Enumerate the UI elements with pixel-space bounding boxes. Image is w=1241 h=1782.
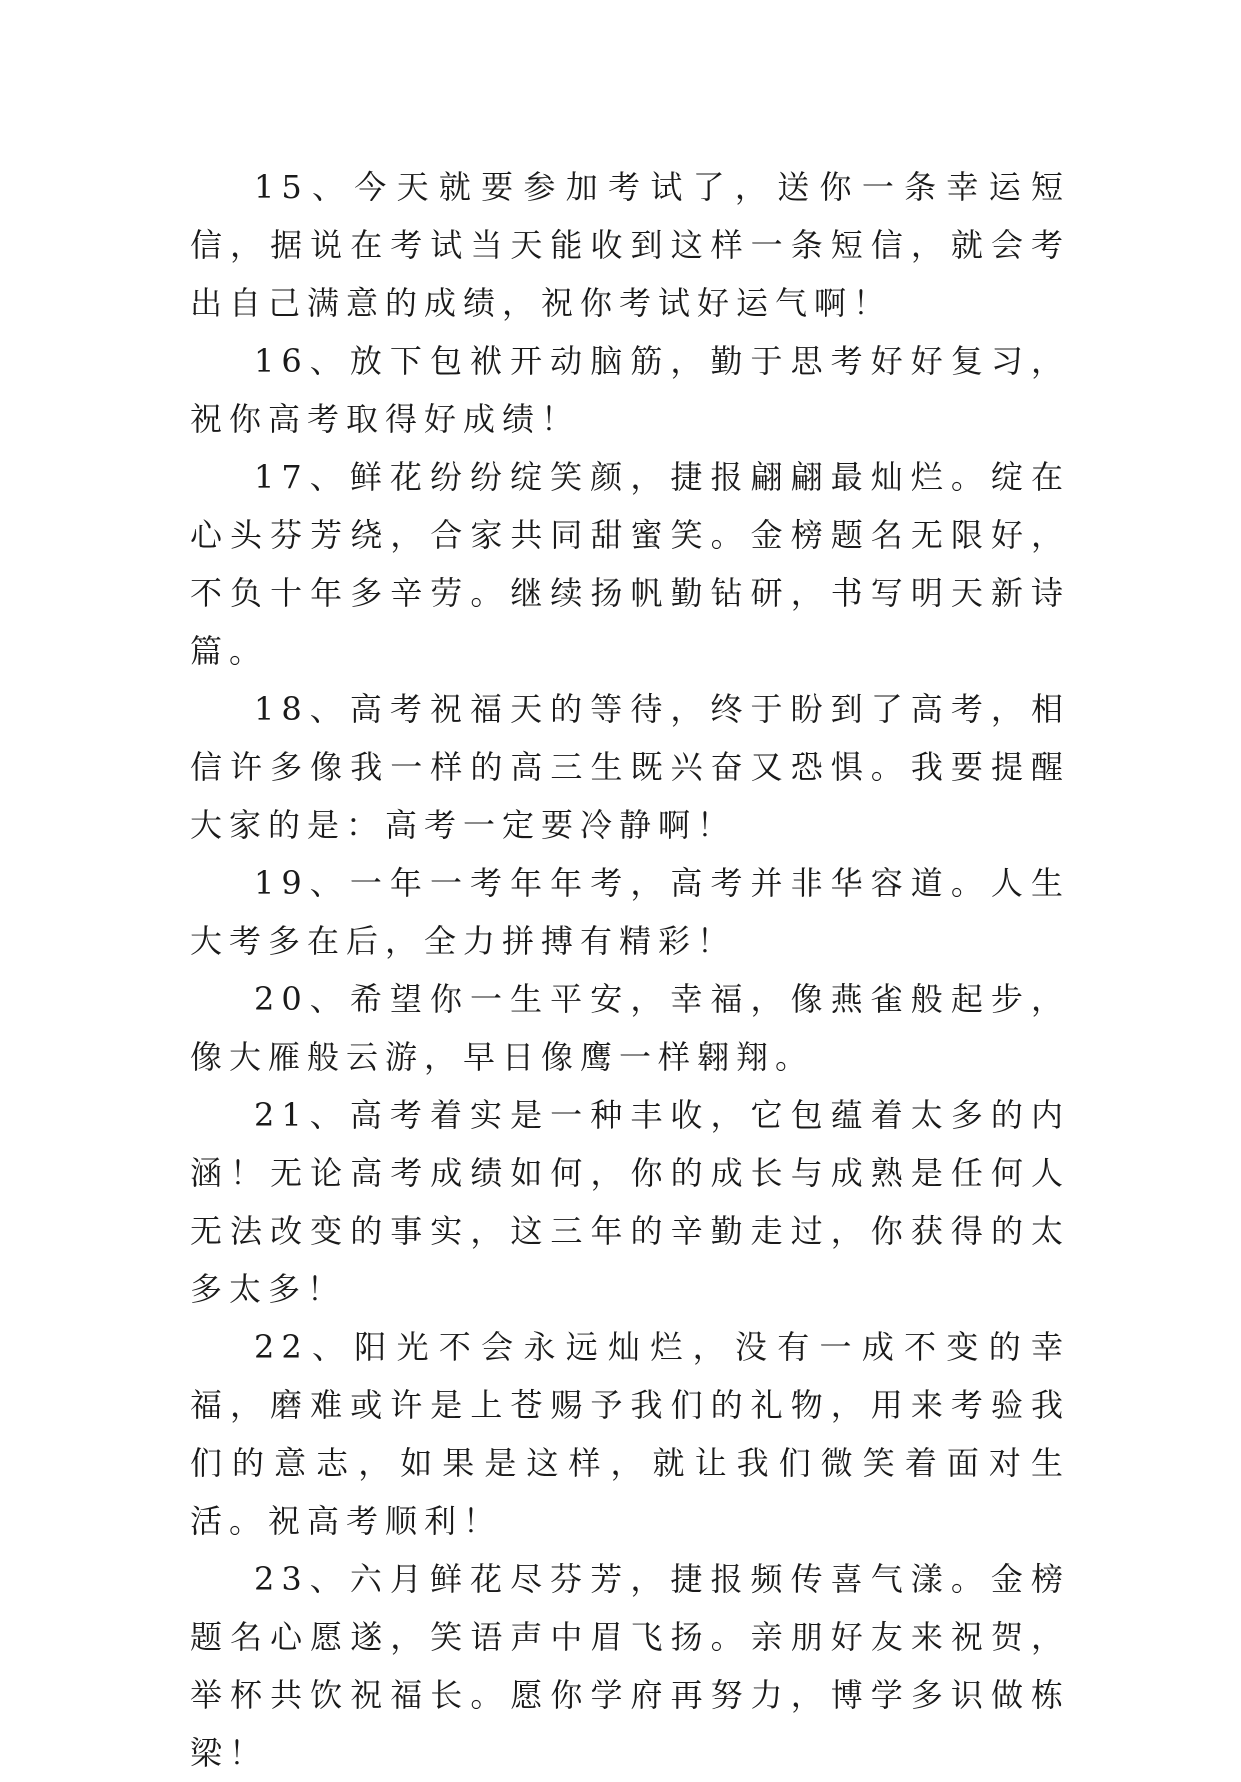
paragraph-23: 23、六月鲜花尽芬芳，捷报频传喜气漾。金榜题名心愿遂，笑语声中眉飞扬。亲朋好友来祝贺，举杯共饮祝福长。愿你学府再努力，博学多识做栋梁！: [190, 1560, 1070, 1772]
paragraph-16: 16、放下包袱开动脑筋，勤于思考好好复习，祝你高考取得好成绩！: [190, 342, 1070, 438]
paragraph-15: 15、今天就要参加考试了，送你一条幸运短信，据说在考试当天能收到这样一条短信，就会考出自己满意的成绩，祝你考试好运气啊！: [190, 168, 1070, 322]
paragraph-22: 22、阳光不会永远灿烂，没有一成不变的幸福，磨难或许是上苍赐予我们的礼物，用来考验我们的意志，如果是这样，就让我们微笑着面对生活。祝高考顺利！: [190, 1328, 1070, 1540]
paragraph-20: 20、希望你一生平安，幸福，像燕雀般起步，像大雁般云游，早日像鹰一样翱翔。: [190, 980, 1070, 1076]
paragraph-21: 21、高考着实是一种丰收，它包蕴着太多的内涵！无论高考成绩如何，你的成长与成熟是任何人无法改变的事实，这三年的辛勤走过，你获得的太多太多！: [190, 1096, 1070, 1308]
paragraph-18: 18、高考祝福天的等待，终于盼到了高考，相信许多像我一样的高三生既兴奋又恐惧。我要提醒大家的是：高考一定要冷静啊！: [190, 690, 1070, 844]
paragraph-19: 19、一年一考年年考，高考并非华容道。人生大考多在后，全力拼搏有精彩！: [190, 864, 1070, 960]
document-body: [190, 158, 1070, 1782]
paragraph-17: 17、鲜花纷纷绽笑颜，捷报翩翩最灿烂。绽在心头芬芳绕，合家共同甜蜜笑。金榜题名无限好，不负十年多辛劳。继续扬帆勤钻研，书写明天新诗篇。: [190, 458, 1070, 670]
